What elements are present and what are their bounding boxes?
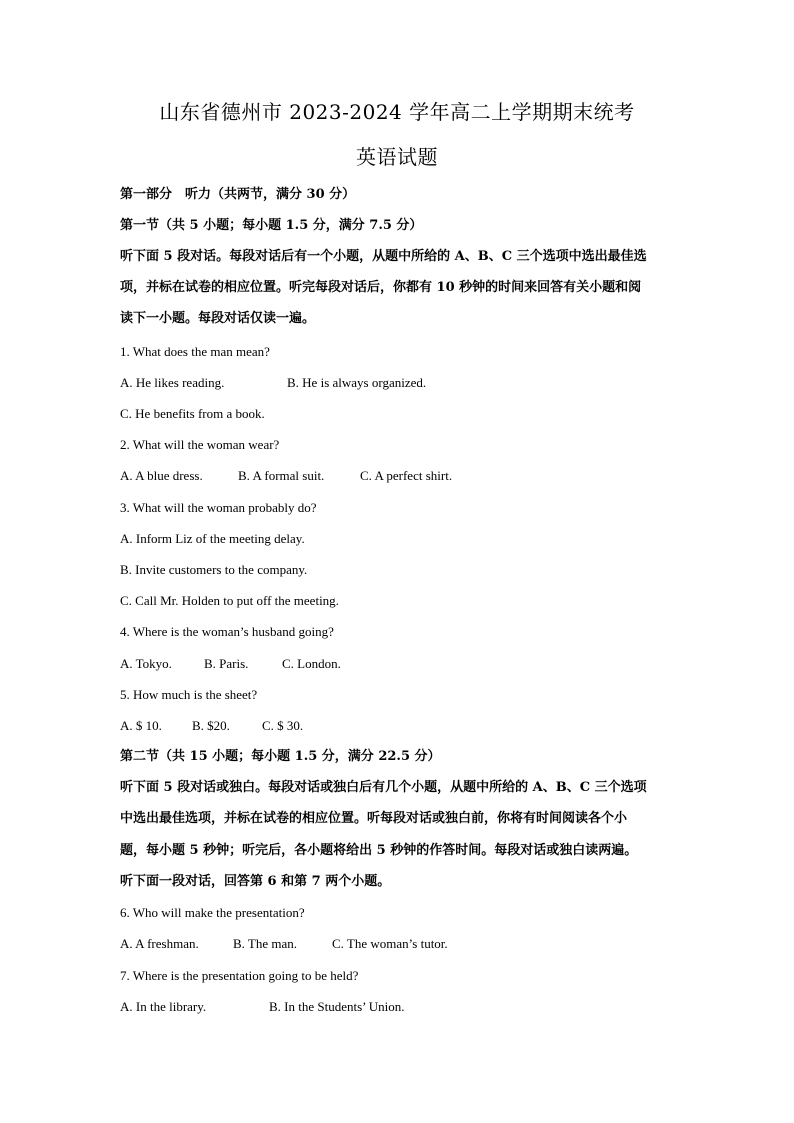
answer-option: A. $ 10.	[120, 718, 162, 733]
answer-option: B. $20.	[192, 718, 230, 733]
answer-option: C. The woman’s tutor.	[332, 936, 448, 951]
answer-option: B. Paris.	[204, 656, 249, 671]
part1-heading: 第一部分 听力（共两节，满分 30 分）	[120, 187, 356, 202]
question-stem: 6. Who will make the presentation?	[120, 905, 305, 920]
answer-option: A. Inform Liz of the meeting delay.	[120, 531, 305, 546]
answer-option: C. $ 30.	[262, 718, 304, 733]
answer-option: A. Tokyo.	[120, 656, 172, 671]
section2-instruction-line: 中选出最佳选项，并标在试卷的相应位置。听每段对话或独白前，你将有时间阅读各个小	[120, 811, 628, 826]
section2-instruction-line: 题，每小题 5 秒钟；听完后，各小题将给出 5 秒钟的作答时间。每段对话或独白读两遍。	[120, 843, 638, 858]
question-stem: 2. What will the woman wear?	[120, 437, 280, 452]
answer-option: B. In the Students’ Union.	[269, 999, 405, 1014]
question-stem: 7. Where is the presentation going to be held?	[120, 968, 359, 983]
answer-option: B. A formal suit.	[238, 468, 325, 483]
answer-option: C. He benefits from a book.	[120, 406, 265, 421]
section1-instruction-line: 读下一小题。每段对话仅读一遍。	[120, 311, 316, 326]
answer-option: A. A freshman.	[120, 936, 199, 951]
answer-option: C. London.	[282, 656, 341, 671]
section2-heading: 第二节（共 15 小题；每小题 1.5 分，满分 22.5 分）	[120, 749, 441, 764]
section1-instruction-line: 听下面 5 段对话。每段对话后有一个小题，从题中所给的 A、B、C 三个选项中选出最佳选	[120, 249, 647, 264]
question-stem: 1. What does the man mean?	[120, 344, 270, 359]
section1-instruction-line: 项，并标在试卷的相应位置。听完每段对话后，你都有 10 秒钟的时间来回答有关小题和阅	[120, 280, 642, 295]
answer-option: C. Call Mr. Holden to put off the meeting.	[120, 593, 339, 608]
question-stem: 4. Where is the woman’s husband going?	[120, 624, 334, 639]
exam-subtitle: 英语试题	[356, 145, 438, 169]
section2-instruction-line: 听下面 5 段对话或独白。每段对话或独白后有几个小题，从题中所给的 A、B、C 三个选项	[120, 780, 647, 795]
answer-option: B. The man.	[233, 936, 298, 951]
question-stem: 3. What will the woman probably do?	[120, 500, 317, 515]
answer-option: B. He is always organized.	[287, 375, 427, 390]
answer-option: A. In the library.	[120, 999, 207, 1014]
answer-option: A. He likes reading.	[120, 375, 225, 390]
exam-title: 山东省德州市 2023-2024 学年高二上学期期末统考	[159, 100, 635, 124]
answer-option: A. A blue dress.	[120, 468, 203, 483]
question-stem: 5. How much is the sheet?	[120, 687, 258, 702]
group-heading: 听下面一段对话，回答第 6 和第 7 两个小题。	[120, 874, 391, 889]
section1-heading: 第一节（共 5 小题；每小题 1.5 分，满分 7.5 分）	[120, 218, 423, 233]
answer-option: C. A perfect shirt.	[360, 468, 453, 483]
answer-option: B. Invite customers to the company.	[120, 562, 308, 577]
